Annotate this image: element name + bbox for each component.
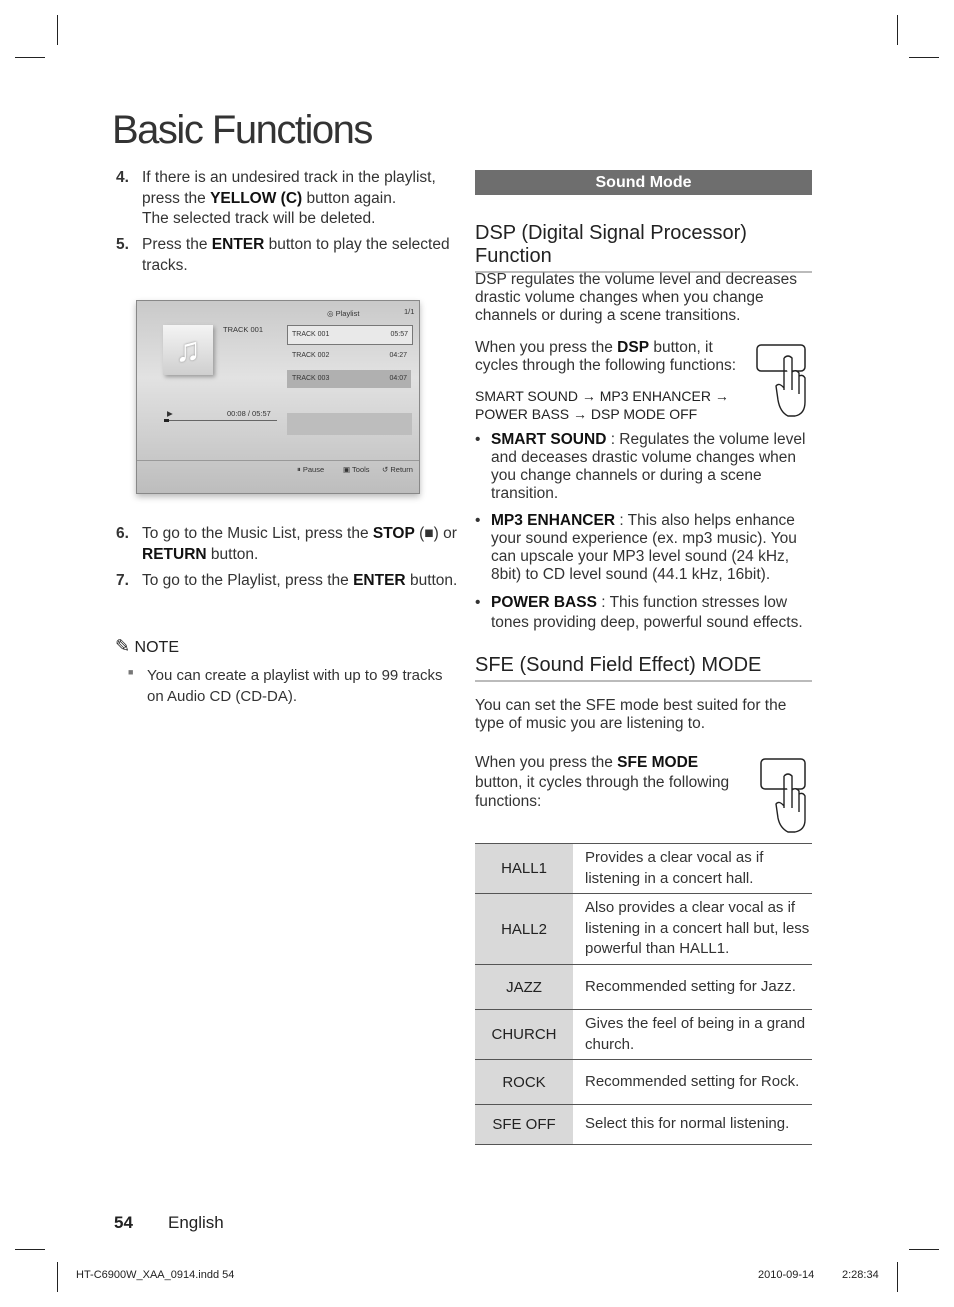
note-heading: ✎ NOTE	[115, 636, 179, 656]
mode-cell: SFE OFF	[475, 1105, 573, 1145]
footer-file: HT-C6900W_XAA_0914.indd 54	[76, 1269, 235, 1281]
playlist-row[interactable]: TRACK 003 04:07	[287, 370, 411, 388]
footer-time: 2:28:34	[842, 1269, 879, 1281]
note-text: You can create a playlist with up to 99 tracks on Audio CD (CD-DA).	[147, 667, 443, 705]
section-bar: Sound Mode	[475, 170, 812, 195]
pause-icon: ⏸	[297, 465, 303, 474]
divider	[137, 460, 419, 461]
table-row	[475, 1105, 812, 1145]
footer-date: 2010-09-14	[758, 1269, 815, 1281]
return-icon: ↺	[382, 465, 391, 474]
mode-cell: ROCK	[475, 1060, 573, 1105]
crop-mark	[57, 15, 58, 45]
table-row	[475, 894, 812, 965]
current-track: TRACK 001	[223, 325, 264, 334]
music-note-icon: ♫	[163, 325, 213, 375]
dsp-press-text: When you press the DSP button, it cycles through the following functions:	[475, 339, 737, 374]
desc-cell: Select this for normal listening.	[573, 1105, 812, 1145]
sfe-press-text: When you press the SFE MODE button, it cycles through the following functions:	[475, 754, 730, 810]
desc-cell: Gives the feel of being in a grand church.	[573, 1010, 812, 1060]
playlist-screenshot	[136, 300, 420, 494]
table-row	[475, 965, 812, 1010]
crop-mark	[897, 1262, 898, 1292]
play-icon: ▶	[167, 409, 173, 418]
desc-cell: Recommended setting for Rock.	[573, 1060, 812, 1105]
time-readout: 00:08 / 05:57	[227, 409, 271, 418]
return-button[interactable]: ↺ Return	[382, 465, 413, 474]
pause-button[interactable]: ⏸ Pause	[297, 465, 325, 474]
crop-mark	[57, 1262, 58, 1292]
playlist-row[interactable]: TRACK 002 04:27	[292, 352, 407, 359]
pencil-icon: ✎	[115, 636, 131, 656]
finger-press-icon	[754, 342, 814, 418]
dsp-paragraph: DSP regulates the volume level and decreases drastic volume changes when you change channels or during a scene transitions.	[475, 271, 797, 324]
progress-bar	[164, 420, 277, 421]
table-row	[475, 1010, 812, 1060]
page-indicator: 1/1	[404, 307, 415, 316]
playlist-label: ◎ Playlist	[327, 309, 360, 318]
cycle-line-2: POWER BASS → DSP MODE OFF	[475, 406, 698, 422]
playlist-row[interactable]: TRACK 001 05:57	[287, 325, 413, 345]
page-number: 54	[114, 1213, 133, 1232]
crop-mark	[897, 15, 898, 45]
crop-mark	[15, 57, 45, 58]
mode-cell: CHURCH	[475, 1010, 573, 1060]
sfe-mode-table	[475, 843, 812, 1145]
mode-cell: JAZZ	[475, 965, 573, 1010]
tools-icon: ▣	[343, 465, 353, 474]
crop-mark	[909, 57, 939, 58]
table-row	[475, 844, 812, 894]
tools-button[interactable]: ▣ Tools	[343, 465, 370, 474]
desc-cell: Recommended setting for Jazz.	[573, 965, 812, 1010]
table-row	[475, 1060, 812, 1105]
desc-cell: Also provides a clear vocal as if listening in a concert hall but, less powerful than HALL1.	[573, 894, 812, 965]
crop-mark	[909, 1249, 939, 1250]
mode-cell: HALL2	[475, 894, 573, 965]
sfe-heading: SFE (Sound Field Effect) MODE	[475, 654, 812, 682]
footer-language: English	[168, 1213, 224, 1232]
square-bullet-icon: ■	[128, 667, 134, 677]
desc-cell: Provides a clear vocal as if listening in a concert hall.	[573, 844, 812, 894]
sfe-paragraph: You can set the SFE mode best suited for the type of music you are listening to.	[475, 697, 787, 732]
playlist-empty-row	[287, 413, 412, 435]
dsp-heading: DSP (Digital Signal Processor) Function	[475, 222, 812, 273]
finger-press-icon	[758, 756, 816, 834]
mode-cell: HALL1	[475, 844, 573, 894]
crop-mark	[15, 1249, 45, 1250]
cycle-line-1: SMART SOUND → MP3 ENHANCER →	[475, 388, 729, 404]
page-title: Basic Functions	[112, 108, 372, 152]
disc-icon: ◎	[327, 309, 336, 318]
